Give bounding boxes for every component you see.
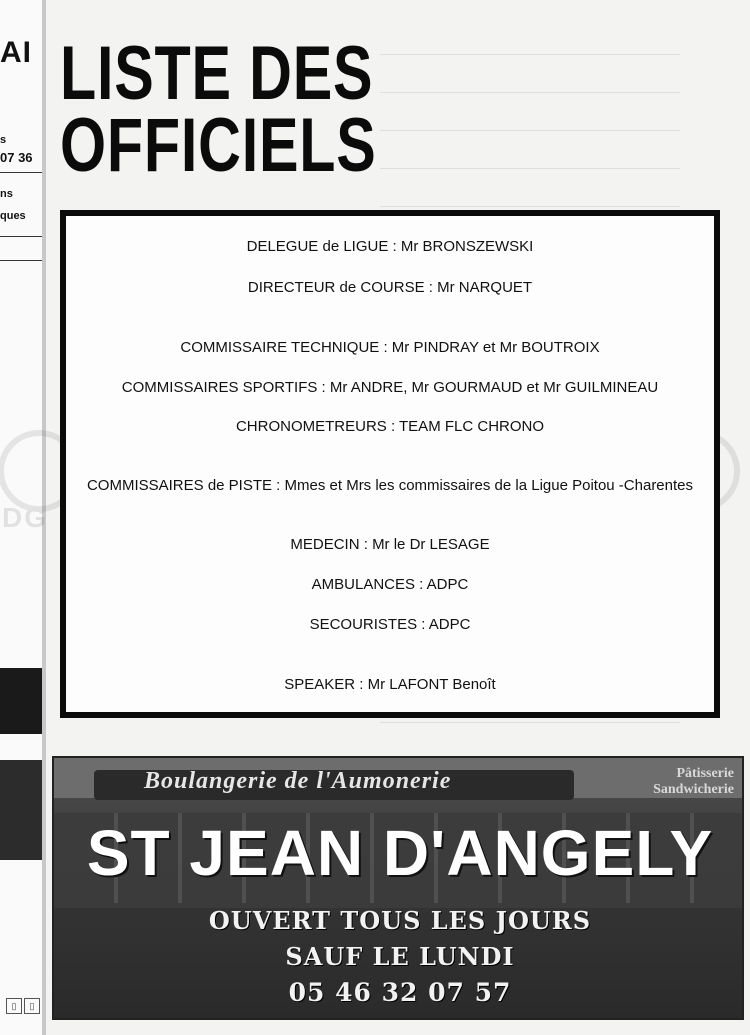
page-title-line1: LISTE DES [60, 31, 374, 116]
fragment-text-ques: ques [0, 210, 26, 222]
page-icon: ▯ [6, 998, 22, 1014]
page-title-line2: OFFICIELS [60, 103, 377, 188]
official-chronometreurs: CHRONOMETREURS : TEAM FLC CHRONO [235, 418, 545, 435]
fragment-text-s: s [0, 134, 7, 146]
ad-phone: 05 46 32 07 57 [288, 978, 512, 1007]
fragment-phone: 07 36 [0, 150, 33, 165]
fragment-rule [0, 260, 42, 261]
adjacent-page-strip [0, 0, 42, 1035]
official-ambulances: AMBULANCES : ADPC [311, 576, 469, 593]
ad-closed-day: SAUF LE LUNDI [285, 942, 515, 971]
official-commissaires-sportifs: COMMISSAIRES SPORTIFS : Mr ANDRE, Mr GOURMAUD et Mr GUILMINEAU [121, 379, 659, 396]
fragment-rule [0, 236, 42, 237]
official-delegue: DELEGUE de LIGUE : Mr BRONSZEWSKI [246, 238, 534, 255]
ad-patisserie-sign: Pâtisserie Sandwicherie [653, 766, 734, 797]
ad-opening-hours: OUVERT TOUS LES JOURS [208, 906, 592, 935]
fragment-rule [0, 172, 42, 173]
official-directeur: DIRECTEUR de COURSE : Mr NARQUET [247, 279, 533, 296]
page-title [60, 31, 377, 188]
official-speaker: SPEAKER : Mr LAFONT Benoît [284, 676, 496, 693]
fragment-text-ns: ns [0, 188, 13, 200]
official-medecin: MEDECIN : Mr le Dr LESAGE [290, 536, 490, 553]
page-gutter [42, 0, 46, 1035]
official-commissaires-piste: COMMISSAIRES de PISTE : Mmes et Mrs les commissaires de la Ligue Poitou -Charentes [86, 477, 694, 494]
fragment-dark-block [0, 668, 42, 734]
ad-headline: ST JEAN D'ANGELY [86, 817, 714, 889]
official-secouristes: SECOURISTES : ADPC [309, 616, 471, 633]
officials-box [60, 210, 720, 718]
fragment-dark-block [0, 760, 42, 860]
page-icon: ▯ [24, 998, 40, 1014]
official-commissaire-technique: COMMISSAIRE TECHNIQUE : Mr PINDRAY et Mr BOUTROIX [180, 339, 600, 356]
bakery-advertisement [52, 756, 744, 1020]
fragment-heading: AI [0, 36, 32, 69]
ad-shop-sign-text: Boulangerie de l'Aumonerie [144, 768, 452, 794]
